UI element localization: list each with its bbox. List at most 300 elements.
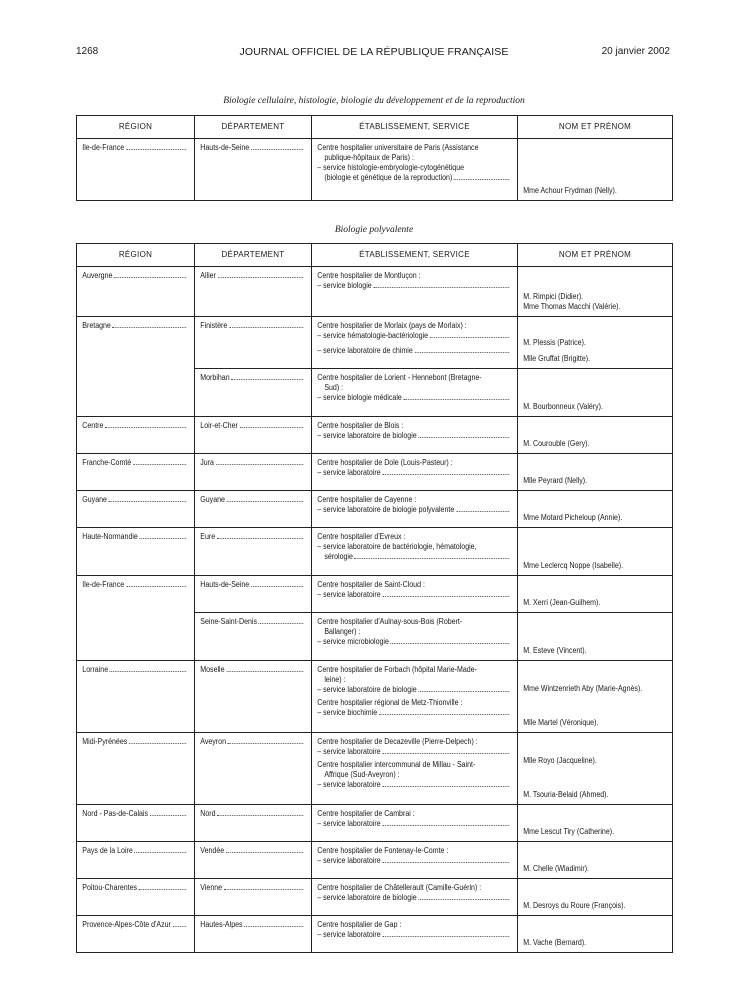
dot-leader xyxy=(418,431,508,438)
publication-date: 20 janvier 2002 xyxy=(601,46,670,57)
dot-leader xyxy=(391,637,509,644)
region-name xyxy=(82,737,188,747)
etablissement-wrap xyxy=(312,491,516,519)
cell-nom-prenom xyxy=(518,454,673,491)
etablissement-wrap xyxy=(312,417,516,445)
region-wrap xyxy=(77,805,193,823)
departement-wrap xyxy=(195,267,310,285)
service-line xyxy=(317,685,510,695)
cell-nom-prenom xyxy=(518,842,673,879)
service-line-text: – service laboratoire xyxy=(317,856,381,865)
region-name xyxy=(82,421,188,431)
cell-nom-prenom xyxy=(518,805,673,842)
person-name: M. Vache (Bernard). xyxy=(523,938,587,947)
dot-leader xyxy=(382,930,508,937)
cell-etablissement xyxy=(312,317,518,369)
cell-departement xyxy=(195,879,312,916)
region-name xyxy=(82,495,188,505)
region-wrap xyxy=(77,528,193,546)
region-name xyxy=(82,321,188,331)
hospital-name: Centre hospitalier de Fontenay-le-Comte : xyxy=(317,846,449,855)
cell-departement xyxy=(195,491,312,528)
etablissement-wrap xyxy=(312,454,516,482)
service-line xyxy=(317,552,510,562)
region-wrap xyxy=(77,267,193,285)
hospital-name-continued: – service histologie-embryologie-cytogénétique xyxy=(317,163,465,172)
cell-nom-prenom xyxy=(518,317,673,369)
dot-leader xyxy=(228,737,304,744)
service-line-text: – service laboratoire xyxy=(317,930,381,939)
person-name: M. Tsouria-Belaid (Ahmed). xyxy=(523,790,609,799)
page-number: 1268 xyxy=(76,46,99,57)
region-wrap xyxy=(77,916,193,934)
service-line xyxy=(317,393,510,403)
table-row xyxy=(77,528,673,576)
hospital-name: Centre hospitalier de Saint-Cloud : xyxy=(317,580,425,589)
region-name-text: Provence-Alpes-Côte d'Azur xyxy=(82,920,171,929)
region-wrap xyxy=(77,613,193,621)
departement-wrap xyxy=(195,613,310,631)
col-header-departement: DÉPARTEMENT xyxy=(195,244,312,267)
service-line xyxy=(317,346,510,356)
cell-etablissement xyxy=(312,369,518,417)
table-row xyxy=(77,417,673,454)
dot-leader xyxy=(114,271,186,278)
departement-wrap xyxy=(195,139,310,157)
departement-wrap xyxy=(195,879,310,897)
cell-etablissement xyxy=(312,661,518,733)
cell-etablissement xyxy=(312,842,518,879)
region-wrap xyxy=(77,454,193,472)
departement-wrap xyxy=(195,528,310,546)
col-header-departement: DÉPARTEMENT xyxy=(195,116,312,139)
departement-wrap xyxy=(195,842,310,860)
departement-name-text: Seine-Saint-Denis xyxy=(200,617,258,626)
departement-wrap xyxy=(195,916,310,934)
etablissement-wrap xyxy=(312,916,516,944)
dot-leader xyxy=(226,846,303,853)
etablissement-wrap xyxy=(312,661,516,722)
etablissement-wrap xyxy=(312,879,516,907)
dot-leader xyxy=(109,495,187,502)
departement-name-text: Moselle xyxy=(200,665,225,674)
person-name: M. Chelle (Wladimir). xyxy=(523,864,589,873)
region-name xyxy=(82,271,188,281)
departement-name xyxy=(200,532,305,542)
cell-departement xyxy=(195,369,312,417)
service-line xyxy=(317,637,510,647)
cell-region xyxy=(77,842,195,879)
dot-leader xyxy=(224,883,303,890)
region-name xyxy=(82,143,188,153)
region-name-text: Poitou-Charentes xyxy=(82,883,138,892)
departement-name-text: Aveyron xyxy=(200,737,226,746)
region-name xyxy=(82,920,188,930)
table-biologie-polyvalente xyxy=(76,243,673,953)
service-line-text: – service laboratoire de biologie xyxy=(317,893,417,902)
hospital-name: Centre hospitalier universitaire de Paris (Assistance xyxy=(317,143,479,152)
etablissement-wrap xyxy=(312,369,516,407)
departement-name-text: Loir-et-Cher xyxy=(200,421,238,430)
region-name xyxy=(82,580,188,590)
dot-leader xyxy=(227,495,304,502)
region-wrap xyxy=(77,317,193,335)
departement-name-text: Hauts-de-Seine xyxy=(200,143,250,152)
hospital-name: Centre hospitalier de Cayenne : xyxy=(317,495,417,504)
dot-leader xyxy=(113,321,187,328)
service-line-text: – service microbiologie xyxy=(317,637,389,646)
person-name: Mlle Peyrard (Nelly). xyxy=(523,476,588,485)
departement-name-text: Eure xyxy=(200,532,216,541)
service-line-text: – service laboratoire xyxy=(317,468,381,477)
hospital-name: Centre hospitalier de Forbach (hôpital Marie-Made- xyxy=(317,665,477,674)
dot-leader xyxy=(382,819,508,826)
service-line-text: – service laboratoire de chimie xyxy=(317,346,413,355)
hospital-name: Centre hospitalier de Dole (Louis-Pasteur) : xyxy=(317,458,453,467)
departement-name-text: Vendée xyxy=(200,846,225,855)
dot-leader xyxy=(382,590,508,597)
dot-leader xyxy=(231,373,303,380)
hospital-name-continued: – service laboratoire de bactériologie, hématologie, xyxy=(317,542,477,551)
cell-departement xyxy=(195,576,312,613)
table-row xyxy=(77,576,673,613)
cell-region xyxy=(77,491,195,528)
service-line-text: – service biologie xyxy=(317,281,372,290)
region-name xyxy=(82,665,188,675)
service-line-text: (biologie et génétique de la reproduction) xyxy=(324,173,453,182)
dot-leader xyxy=(105,421,186,428)
hospital-name: Centre hospitalier de Lorient - Hennebont (Bretagne- xyxy=(317,373,482,382)
service-line-text: – service biologie médicale xyxy=(317,393,402,402)
cell-nom-prenom xyxy=(518,139,673,201)
hospital-name: Centre hospitalier de Montluçon : xyxy=(317,271,421,280)
service-line xyxy=(317,856,510,866)
section-title-biologie-polyvalente: Biologie polyvalente xyxy=(334,225,414,235)
hospital-name-continued: Affrique (Sud-Aveyron) : xyxy=(324,770,400,779)
region-name xyxy=(82,809,188,819)
dot-leader xyxy=(355,552,509,559)
cell-etablissement xyxy=(312,491,518,528)
person-name: Mme Thomas Macchi (Valérie). xyxy=(523,302,621,311)
table-row xyxy=(77,317,673,369)
cell-region xyxy=(77,139,195,201)
noms-wrap xyxy=(518,472,671,490)
departement-wrap xyxy=(195,661,310,679)
person-name: Mme Achour Frydman (Nelly). xyxy=(523,186,617,195)
cell-nom-prenom xyxy=(518,369,673,417)
noms-wrap xyxy=(518,398,671,416)
person-name: M. Xerri (Jean-Guilhem). xyxy=(523,598,601,607)
departement-name-text: Morbihan xyxy=(200,373,230,382)
dot-leader xyxy=(382,856,508,863)
service-line xyxy=(317,468,510,478)
service-line xyxy=(317,747,510,757)
dot-leader xyxy=(218,271,304,278)
cell-nom-prenom xyxy=(518,528,673,576)
dot-leader xyxy=(217,809,303,816)
dot-leader xyxy=(418,685,508,692)
journal-title: JOURNAL OFFICIEL DE LA RÉPUBLIQUE FRANÇAISE xyxy=(239,46,509,58)
hospital-name-continued: leine) : xyxy=(324,675,346,684)
person-name: M. Bourbonneux (Valéry). xyxy=(523,402,603,411)
departement-wrap xyxy=(195,805,310,823)
service-line-text: – service laboratoire xyxy=(317,780,381,789)
cell-etablissement xyxy=(312,417,518,454)
cell-departement xyxy=(195,842,312,879)
region-name-text: Haute-Normandie xyxy=(82,532,138,541)
region-name-text: Nord - Pas-de-Calais xyxy=(82,809,149,818)
dot-leader xyxy=(415,346,509,353)
departement-wrap xyxy=(195,417,310,435)
dot-leader xyxy=(454,173,509,180)
dot-leader xyxy=(150,809,187,816)
noms-wrap xyxy=(518,642,671,660)
noms-wrap xyxy=(518,897,671,915)
dot-leader xyxy=(229,321,303,328)
dot-leader xyxy=(430,331,509,338)
noms-wrap xyxy=(518,435,671,453)
cell-departement xyxy=(195,613,312,661)
dot-leader xyxy=(240,421,304,428)
departement-name-text: Guyane xyxy=(200,495,225,504)
departement-wrap xyxy=(195,317,310,335)
person-name: Mlle Martel (Véronique). xyxy=(523,718,599,727)
noms-wrap xyxy=(518,557,671,575)
service-line-text: – service laboratoire xyxy=(317,747,381,756)
table-row xyxy=(77,613,673,661)
etablissement-wrap xyxy=(312,613,516,651)
dot-leader xyxy=(251,143,303,150)
person-name: M. Plessis (Patrice). xyxy=(523,338,586,347)
cell-departement xyxy=(195,139,312,201)
cell-etablissement xyxy=(312,805,518,842)
hospital-name: Centre hospitalier de Morlaix (pays de Morlaix) : xyxy=(317,321,467,330)
col-header-region: RÉGION xyxy=(77,116,195,139)
departement-name xyxy=(200,809,305,819)
hospital-name-continued: publique-hôpitaux de Paris) : xyxy=(324,153,414,162)
service-line xyxy=(317,173,510,183)
noms-wrap xyxy=(518,182,671,200)
departement-name-text: Vienne xyxy=(200,883,223,892)
hospital-name: Centre hospitalier de Châtellerault (Camille-Guérin) : xyxy=(317,883,482,892)
dot-leader xyxy=(418,893,508,900)
person-name: Mme Motard Picheloup (Annie). xyxy=(523,513,623,522)
person-name: Mme Lescut Tiry (Catherine). xyxy=(523,827,615,836)
dot-leader xyxy=(404,393,509,400)
region-name-text: Auvergne xyxy=(82,271,113,280)
person-name: Mlle Royo (Jacqueline). xyxy=(523,756,597,765)
dot-leader xyxy=(126,580,186,587)
cell-region xyxy=(77,576,195,613)
departement-name-text: Allier xyxy=(200,271,216,280)
hospital-name: Centre hospitalier régional de Metz-Thionville : xyxy=(317,698,463,707)
noms-wrap xyxy=(518,594,671,612)
region-wrap xyxy=(77,491,193,509)
table-row xyxy=(77,369,673,417)
cell-region xyxy=(77,417,195,454)
departement-name xyxy=(200,143,305,153)
cell-region xyxy=(77,613,195,661)
service-line xyxy=(317,590,510,600)
table-row xyxy=(77,733,673,805)
table-row xyxy=(77,661,673,733)
dot-leader xyxy=(379,708,509,715)
dot-leader xyxy=(216,458,304,465)
cell-region xyxy=(77,879,195,916)
departement-name xyxy=(200,883,305,893)
noms-wrap xyxy=(518,509,671,527)
cell-departement xyxy=(195,805,312,842)
departement-name xyxy=(200,920,305,930)
region-name xyxy=(82,883,188,893)
cell-region xyxy=(77,661,195,733)
hospital-name: Centre hospitalier de Gap : xyxy=(317,920,402,929)
region-wrap xyxy=(77,879,193,897)
table-row xyxy=(77,916,673,953)
dot-leader xyxy=(259,617,304,624)
departement-name xyxy=(200,737,305,747)
cell-etablissement xyxy=(312,879,518,916)
hospital-name: Centre hospitalier intercommunal de Millau - Saint- xyxy=(317,760,476,769)
cell-etablissement xyxy=(312,454,518,491)
cell-departement xyxy=(195,528,312,576)
service-line-text: – service laboratoire xyxy=(317,590,381,599)
dot-leader xyxy=(133,458,186,465)
hospital-name-continued: Ballanger) : xyxy=(324,627,361,636)
cell-region xyxy=(77,454,195,491)
departement-name xyxy=(200,665,305,675)
cell-etablissement xyxy=(312,267,518,317)
etablissement-wrap xyxy=(312,267,516,295)
departement-name-text: Hautes-Alpes xyxy=(200,920,243,929)
departement-name xyxy=(200,271,305,281)
table-row xyxy=(77,805,673,842)
col-header-nom: NOM ET PRÉNOM xyxy=(518,244,673,267)
cell-departement xyxy=(195,454,312,491)
dot-leader xyxy=(126,143,186,150)
departement-name xyxy=(200,617,305,627)
region-name xyxy=(82,846,188,856)
dot-leader xyxy=(382,468,508,475)
col-header-region: RÉGION xyxy=(77,244,195,267)
col-header-nom: NOM ET PRÉNOM xyxy=(518,116,673,139)
dot-leader xyxy=(251,580,303,587)
etablissement-wrap xyxy=(312,317,516,360)
departement-name xyxy=(200,846,305,856)
region-name-text: Ile-de-France xyxy=(82,143,125,152)
region-wrap xyxy=(77,369,193,377)
noms-wrap xyxy=(518,823,671,841)
region-name-text: Ile-de-France xyxy=(82,580,125,589)
noms-wrap xyxy=(518,934,671,952)
table-header-row xyxy=(77,116,673,139)
cell-etablissement xyxy=(312,613,518,661)
cell-departement xyxy=(195,916,312,953)
table-header-row xyxy=(77,244,673,267)
section-title-biologie-cellulaire: Biologie cellulaire, histologie, biologie du développement et de la reproduction xyxy=(223,96,525,106)
cell-nom-prenom xyxy=(518,576,673,613)
hospital-name: Centre hospitalier d'Aulnay-sous-Bois (Robert- xyxy=(317,617,463,626)
dot-leader xyxy=(173,920,187,927)
etablissement-wrap xyxy=(312,139,516,187)
region-name-text: Guyane xyxy=(82,495,107,504)
departement-name xyxy=(200,580,305,590)
region-name-text: Bretagne xyxy=(82,321,111,330)
region-name-text: Pays de la Loire xyxy=(82,846,133,855)
table-row xyxy=(77,454,673,491)
cell-departement xyxy=(195,417,312,454)
cell-departement xyxy=(195,733,312,805)
dot-leader xyxy=(217,532,303,539)
person-name: M. Desroys du Roure (François). xyxy=(523,901,626,910)
etablissement-wrap xyxy=(312,842,516,870)
cell-etablissement xyxy=(312,733,518,805)
cell-region xyxy=(77,317,195,369)
cell-region xyxy=(77,916,195,953)
region-wrap xyxy=(77,733,193,751)
cell-nom-prenom xyxy=(518,661,673,733)
table-row xyxy=(77,879,673,916)
dot-leader xyxy=(456,505,509,512)
departement-wrap xyxy=(195,576,310,594)
departement-name xyxy=(200,373,305,383)
noms-wrap xyxy=(518,860,671,878)
person-name: M. Courouble (Gery). xyxy=(523,439,590,448)
region-wrap xyxy=(77,417,193,435)
cell-etablissement xyxy=(312,576,518,613)
table-biologie-cellulaire xyxy=(76,115,673,201)
departement-name-text: Nord xyxy=(200,809,216,818)
cell-nom-prenom xyxy=(518,491,673,528)
etablissement-wrap xyxy=(312,528,516,566)
noms-wrap xyxy=(518,752,671,804)
departement-name xyxy=(200,321,305,331)
noms-wrap xyxy=(518,680,671,732)
service-line-text: – service laboratoire de biologie xyxy=(317,685,417,694)
departement-wrap xyxy=(195,733,310,751)
region-name-text: Centre xyxy=(82,421,104,430)
departement-name-text: Hauts-de-Seine xyxy=(200,580,250,589)
service-line-text: – service laboratoire de biologie polyvalente xyxy=(317,505,455,514)
departement-name-text: Jura xyxy=(200,458,214,467)
service-line xyxy=(317,431,510,441)
departement-name xyxy=(200,458,305,468)
cell-nom-prenom xyxy=(518,916,673,953)
service-line-text: – service laboratoire xyxy=(317,819,381,828)
departement-name xyxy=(200,421,305,431)
region-name xyxy=(82,532,188,542)
dot-leader xyxy=(139,883,186,890)
region-name-text: Midi-Pyrénées xyxy=(82,737,128,746)
service-line xyxy=(317,281,510,291)
service-line-text: sérologie xyxy=(324,552,353,561)
region-name-text: Lorraine xyxy=(82,665,109,674)
person-name: M. Rimpici (Didier). xyxy=(523,292,584,301)
cell-etablissement xyxy=(312,528,518,576)
region-wrap xyxy=(77,842,193,860)
cell-nom-prenom xyxy=(518,267,673,317)
service-line xyxy=(317,930,510,940)
service-line xyxy=(317,893,510,903)
dot-leader xyxy=(373,281,508,288)
table-row xyxy=(77,842,673,879)
person-name: Mlle Gruffat (Brigitte). xyxy=(523,354,591,363)
dot-leader xyxy=(244,920,303,927)
dot-leader xyxy=(110,665,186,672)
cell-region xyxy=(77,369,195,417)
cell-etablissement xyxy=(312,139,518,201)
dot-leader xyxy=(140,532,187,539)
